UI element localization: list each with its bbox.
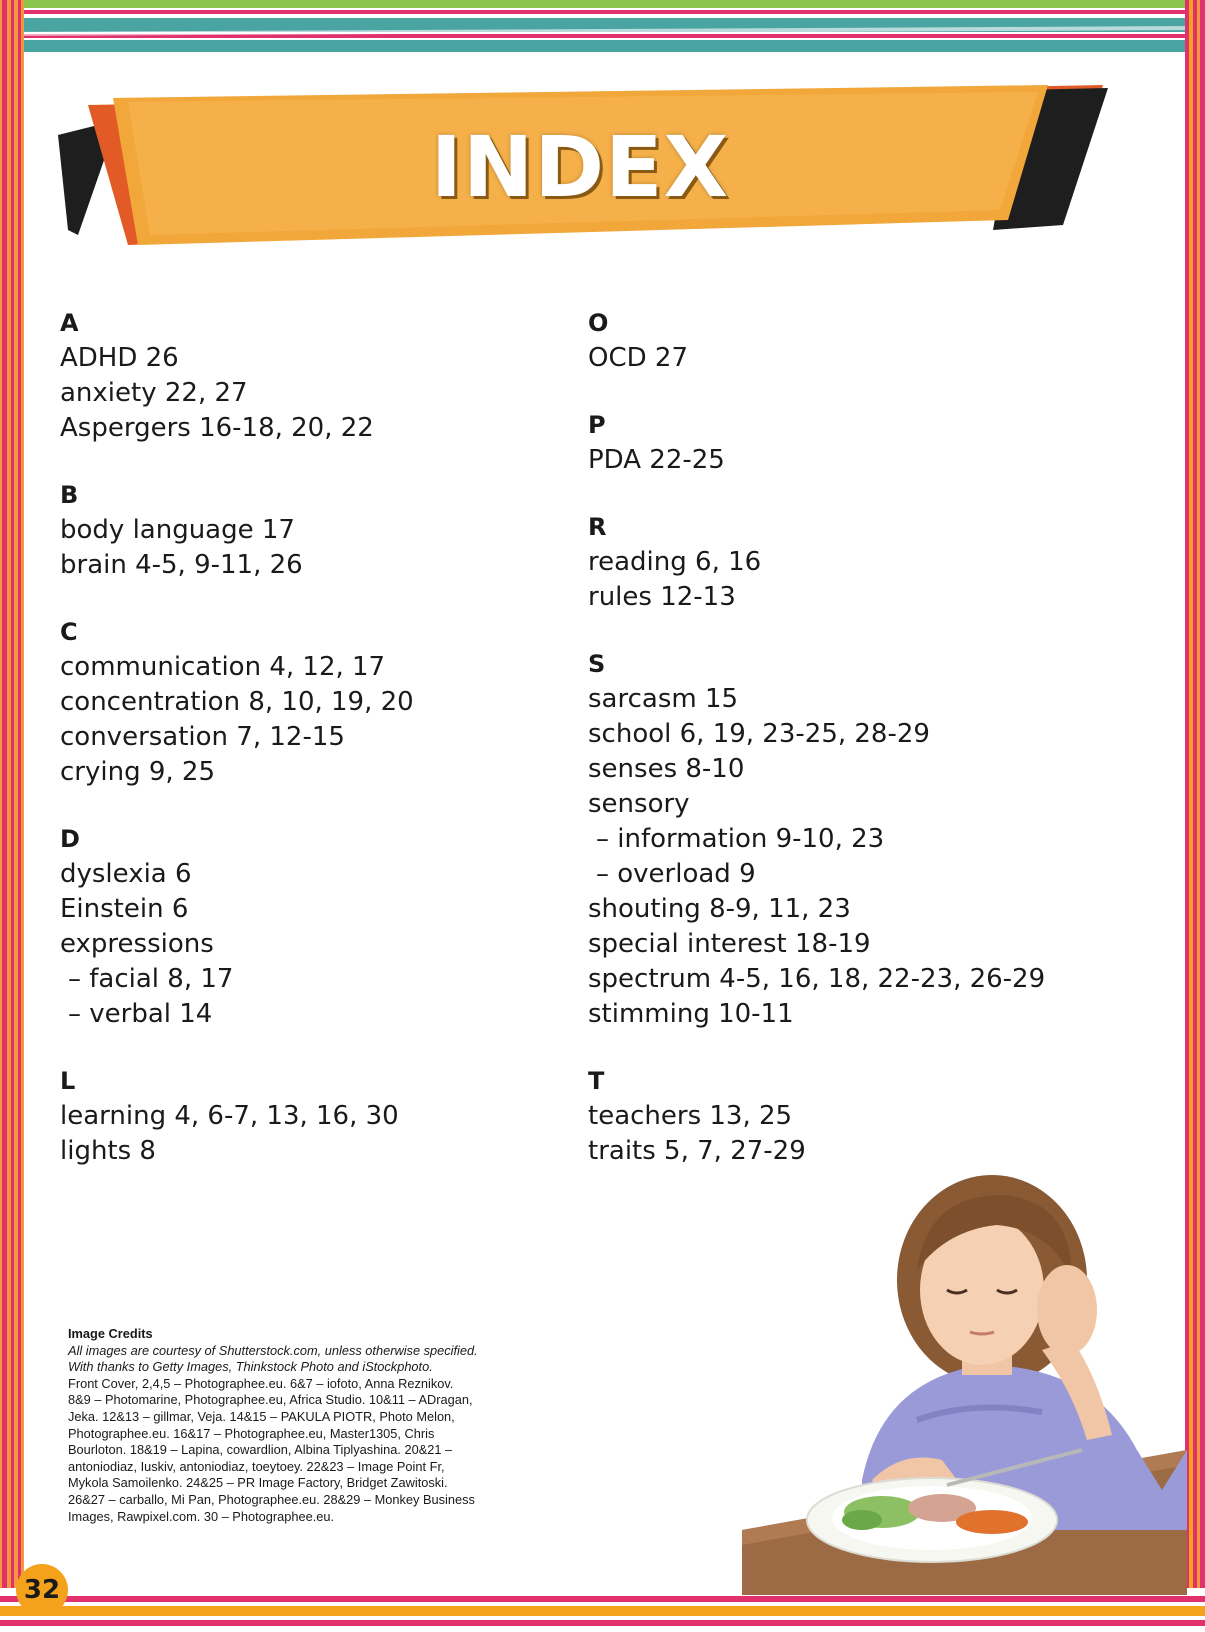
index-section xyxy=(588,647,1045,1032)
credits-line: Images, Rawpixel.com. 30 – Photographee.eu. xyxy=(68,1508,335,1524)
index-entry: dyslexia 6 xyxy=(60,859,192,889)
index-section xyxy=(588,306,1045,376)
credits-line: Jeka. 12&13 – gillmar, Veja. 14&15 – PAKULA PIOTR, Photo Melon, xyxy=(68,1408,455,1424)
credits-line: Mykola Samoilenko. 24&25 – PR Image Factory, Bridget Zawitoski. xyxy=(68,1475,448,1491)
girl-eating-photo xyxy=(742,1150,1187,1595)
index-entry: special interest 18-19 xyxy=(588,929,871,959)
index-entry: rules 12-13 xyxy=(588,582,736,612)
index-column-left xyxy=(60,306,414,1201)
credits-line: Front Cover, 2,4,5 – Photographee.eu. 6&7 – iofoto, Anna Reznikov. xyxy=(68,1375,454,1391)
index-section xyxy=(60,615,414,790)
index-subentry: – verbal 14 xyxy=(68,999,213,1029)
credits-heading: Image Credits xyxy=(68,1326,153,1341)
section-letter: P xyxy=(588,411,606,439)
index-entry: reading 6, 16 xyxy=(588,547,762,577)
index-entry: sensory xyxy=(588,789,690,819)
index-entry: Einstein 6 xyxy=(60,894,189,924)
index-subentry: – facial 8, 17 xyxy=(68,964,234,994)
index-entry: body language 17 xyxy=(60,515,295,545)
index-entry: teachers 13, 25 xyxy=(588,1101,793,1131)
right-border xyxy=(1185,0,1205,1632)
index-entry: anxiety 22, 27 xyxy=(60,378,248,408)
section-letter: C xyxy=(60,618,78,646)
section-letter: O xyxy=(588,309,609,337)
index-section xyxy=(60,306,414,446)
index-entry: expressions xyxy=(60,929,214,959)
index-entry: ADHD 26 xyxy=(60,343,179,373)
section-letter: S xyxy=(588,650,606,678)
index-entry: senses 8-10 xyxy=(588,754,745,784)
page-title: INDEX xyxy=(430,118,730,216)
index-section xyxy=(588,408,1045,478)
index-section xyxy=(60,1064,414,1169)
index-entry: sarcasm 15 xyxy=(588,684,739,714)
image-credits xyxy=(68,1326,518,1525)
page-number: 32 xyxy=(16,1564,68,1616)
credits-line: Bourloton. 18&19 – Lapina, cowardlion, Albina Tiplyashina. 20&21 – xyxy=(68,1442,453,1458)
credits-line: Photographee.eu. 16&17 – Photographee.eu, Master1305, Chris xyxy=(68,1425,435,1441)
index-entry: traits 5, 7, 27-29 xyxy=(588,1136,806,1166)
section-letter: L xyxy=(60,1067,76,1095)
index-entry: spectrum 4-5, 16, 18, 22-23, 26-29 xyxy=(588,964,1046,994)
index-entry: stimming 10-11 xyxy=(588,999,794,1029)
section-letter: R xyxy=(588,513,607,541)
index-entry: communication 4, 12, 17 xyxy=(60,652,386,682)
credits-line: 8&9 – Photomarine, Photographee.eu, Africa Studio. 10&11 – ADragan, xyxy=(68,1392,473,1408)
index-section xyxy=(588,510,1045,615)
index-entry: concentration 8, 10, 19, 20 xyxy=(60,687,414,717)
index-column-right xyxy=(588,306,1045,1201)
credits-line: 26&27 – carballo, Mi Pan, Photographee.eu. 28&29 – Monkey Business xyxy=(68,1491,475,1507)
index-entry: conversation 7, 12-15 xyxy=(60,722,345,752)
section-letter: D xyxy=(60,825,80,853)
index-entry: lights 8 xyxy=(60,1136,156,1166)
left-border xyxy=(0,0,24,1632)
index-entry: shouting 8-9, 11, 23 xyxy=(588,894,851,924)
index-section xyxy=(60,822,414,1032)
credits-line: All images are courtesy of Shutterstock.com, unless otherwise specified. xyxy=(68,1342,478,1358)
index-subentry: – overload 9 xyxy=(596,859,756,889)
index-entry: PDA 22-25 xyxy=(588,445,725,475)
index-section xyxy=(60,478,414,583)
section-letter: T xyxy=(588,1067,605,1095)
index-entry: school 6, 19, 23-25, 28-29 xyxy=(588,719,930,749)
index-subentry: – information 9-10, 23 xyxy=(596,824,885,854)
credits-line: With thanks to Getty Images, Thinkstock Photo and iStockphoto. xyxy=(68,1359,433,1375)
section-letter: B xyxy=(60,481,79,509)
index-entry: brain 4-5, 9-11, 26 xyxy=(60,550,303,580)
top-stripes xyxy=(0,0,1205,56)
index-entry: crying 9, 25 xyxy=(60,757,215,787)
index-entry: Aspergers 16-18, 20, 22 xyxy=(60,413,374,443)
section-letter: A xyxy=(60,309,79,337)
credits-line: antoniodiaz, Iuskiv, antoniodiaz, toeytoey. 22&23 – Image Point Fr, xyxy=(68,1458,445,1474)
index-entry: OCD 27 xyxy=(588,343,688,373)
index-entry: learning 4, 6-7, 13, 16, 30 xyxy=(60,1101,399,1131)
